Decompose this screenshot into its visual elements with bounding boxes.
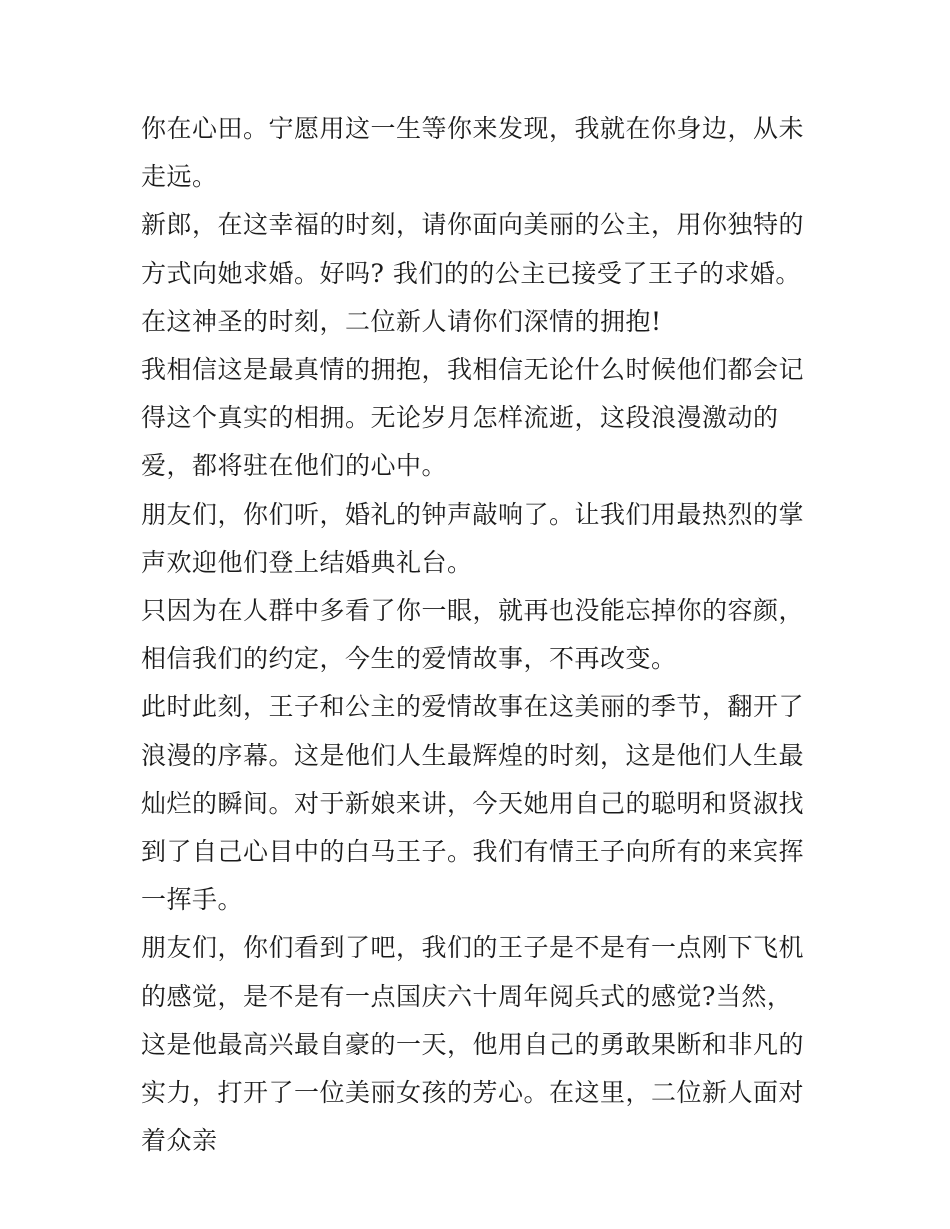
paragraph: 只因为在人群中多看了你一眼，就再也没能忘掉你的容颜，相信我们的约定，今生的爱情故事，不再改变。 — [141, 596, 805, 674]
paragraph: 朋友们，你们听，婚礼的钟声敲响了。让我们用最热烈的掌声欢迎他们登上结婚典礼台。 — [141, 499, 805, 577]
paragraph: 新郎，在这幸福的时刻，请你面向美丽的公主，用你独特的方式向她求婚。好吗? 我们的的公主已接受了王子的求婚。在这神圣的时刻，二位新人请你们深情的拥抱! — [141, 210, 805, 336]
body-text — [141, 105, 817, 1165]
paragraph: 此时此刻，王子和公主的爱情故事在这美丽的季节，翻开了浪漫的序幕。这是他们人生最辉煌的时刻，这是他们人生最灿烂的瞬间。对于新娘来讲，今天她用自己的聪明和贤淑找到了自己心目中的白马王子。我们有情王子向所有的来宾挥一挥手。 — [141, 692, 805, 915]
paragraph: 你在心田。宁愿用这一生等你来发现，我就在你身边，从未走远。 — [141, 114, 805, 192]
paragraph: 朋友们，你们看到了吧，我们的王子是不是有一点刚下飞机的感觉，是不是有一点国庆六十周年阅兵式的感觉?当然，这是他最高兴最自豪的一天，他用自己的勇敢果断和非凡的实力，打开了一位美丽女孩的芳心。在这里，二位新人面对着众亲 — [141, 933, 805, 1156]
paragraph: 我相信这是最真情的拥抱，我相信无论什么时候他们都会记得这个真实的相拥。无论岁月怎样流逝，这段浪漫激动的爱，都将驻在他们的心中。 — [141, 355, 805, 481]
